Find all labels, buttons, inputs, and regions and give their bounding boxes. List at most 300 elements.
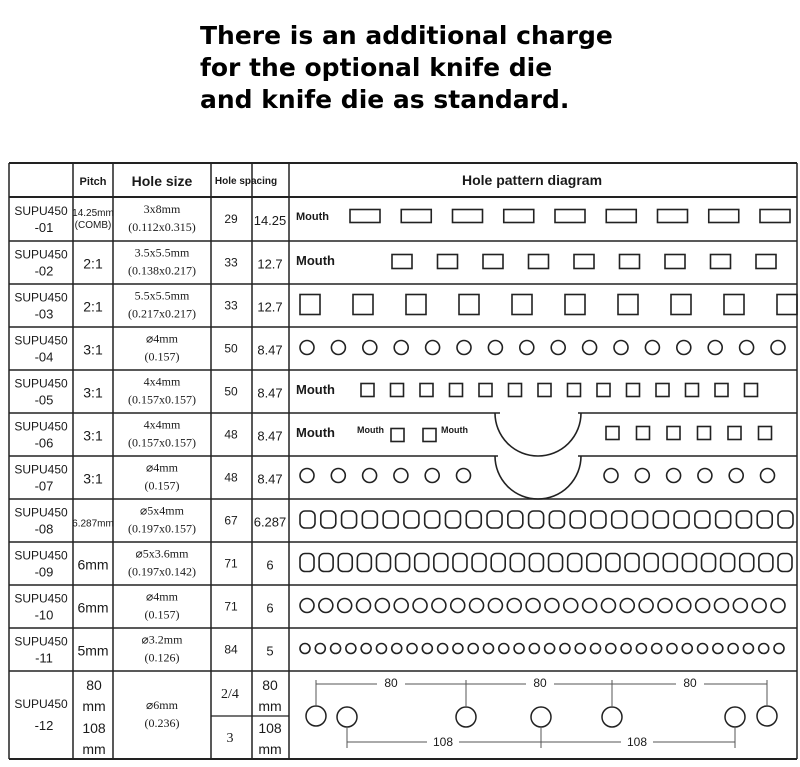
- notice-line-1: There is an additional charge: [200, 21, 613, 50]
- square-hole: [637, 427, 650, 440]
- pitch-value: 14.25mm: [72, 208, 114, 219]
- round-hole: [483, 644, 493, 654]
- square-hole: [671, 295, 691, 315]
- square-hole: [597, 384, 610, 397]
- hole-count: 71: [224, 556, 238, 571]
- square-hole: [627, 384, 640, 397]
- square-hole: [618, 295, 638, 315]
- round-hole: [757, 706, 777, 726]
- oval-hole: [466, 511, 481, 528]
- dimension-label: 80: [533, 676, 547, 690]
- rect-hole: [756, 255, 776, 269]
- dimension-label: 80: [384, 676, 398, 690]
- round-hole: [601, 599, 615, 613]
- model-code: SUPU450: [14, 376, 68, 391]
- pitch-unit: mm: [82, 741, 106, 757]
- oval-hole: [487, 511, 502, 528]
- square-hole: [715, 384, 728, 397]
- square-hole: [724, 295, 744, 315]
- round-hole: [514, 644, 524, 654]
- round-hole: [363, 469, 377, 483]
- model-code: SUPU450: [14, 548, 68, 563]
- hole-size-mm: ⌀6mm: [146, 698, 178, 712]
- round-hole: [499, 644, 509, 654]
- hole-size-inch: (0.157): [144, 607, 180, 622]
- round-hole: [432, 599, 446, 613]
- oval-hole: [587, 554, 601, 572]
- round-hole: [774, 644, 784, 654]
- square-hole: [391, 429, 404, 442]
- model-code: SUPU450: [14, 204, 68, 218]
- oval-hole: [695, 511, 710, 528]
- dimension-label: 80: [683, 676, 697, 690]
- rect-hole: [711, 255, 731, 269]
- round-hole: [698, 469, 712, 483]
- oval-hole: [702, 554, 716, 572]
- model-suffix: -01: [34, 220, 54, 235]
- round-hole: [394, 341, 408, 355]
- hole-size-inch: (0.112x0.315): [128, 220, 196, 234]
- model-code: SUPU450: [14, 505, 68, 520]
- rect-hole: [665, 255, 685, 269]
- model-code: SUPU450: [14, 697, 68, 711]
- mouth-label: Mouth: [296, 211, 329, 223]
- hole-size-mm: 3x8mm: [143, 202, 181, 216]
- oval-hole: [321, 511, 336, 528]
- round-hole: [315, 644, 325, 654]
- model-suffix: -08: [34, 521, 54, 537]
- oval-hole: [716, 511, 731, 528]
- round-hole: [708, 341, 722, 355]
- round-hole: [771, 599, 785, 613]
- hole-size-mm: ⌀5x4mm: [140, 503, 184, 518]
- slot-hole: [401, 210, 431, 223]
- oval-hole: [674, 511, 689, 528]
- dimension-label: 108: [432, 735, 454, 749]
- square-hole: [698, 427, 711, 440]
- round-hole: [300, 644, 310, 654]
- oval-hole: [362, 511, 377, 528]
- oval-hole: [568, 554, 582, 572]
- model-suffix: -06: [34, 435, 54, 451]
- model-suffix: -07: [34, 478, 54, 494]
- hole-size-mm: 3.5x5.5mm: [134, 245, 190, 260]
- model-suffix: -12: [34, 718, 54, 733]
- hole-count: 33: [224, 255, 238, 270]
- hole-size-mm: 5.5x5.5mm: [134, 288, 190, 303]
- oval-hole: [300, 554, 314, 572]
- round-hole: [488, 599, 502, 613]
- oval-hole: [357, 554, 371, 572]
- square-hole: [512, 295, 532, 315]
- round-hole: [361, 644, 371, 654]
- slot-hole: [760, 210, 790, 223]
- hole-size-inch: (0.157): [144, 349, 180, 364]
- oval-hole: [396, 554, 410, 572]
- pitch-value: 3:1: [83, 384, 103, 401]
- slot-hole: [555, 210, 585, 223]
- hole-spacing-value: 14.25: [253, 213, 287, 228]
- round-hole: [457, 469, 471, 483]
- round-hole: [761, 469, 775, 483]
- pitch-value: 6mm: [77, 599, 109, 616]
- hole-size-inch: (0.138x0.217): [128, 263, 196, 278]
- round-hole: [591, 644, 601, 654]
- hole-count: 48: [224, 427, 238, 442]
- square-hole: [459, 295, 479, 315]
- square-hole: [777, 295, 797, 315]
- round-hole: [583, 341, 597, 355]
- oval-hole: [778, 554, 792, 572]
- pitch-value: 5mm: [77, 642, 109, 659]
- hole-spacing-value: 12.7: [257, 256, 283, 272]
- round-hole: [331, 341, 345, 355]
- hole-spacing-value: 6: [266, 557, 274, 573]
- semicircle-cutout: [495, 413, 581, 456]
- round-hole: [606, 644, 616, 654]
- oval-hole: [404, 511, 419, 528]
- notice-line-2: for the optional knife die: [200, 53, 553, 82]
- oval-hole: [453, 554, 467, 572]
- round-hole: [331, 644, 341, 654]
- oval-hole: [549, 511, 564, 528]
- hole-count: 48: [224, 470, 238, 485]
- hole-size-mm: ⌀5x3.6mm: [135, 546, 189, 561]
- oval-hole: [663, 554, 677, 572]
- round-hole: [319, 599, 333, 613]
- hole-count: 67: [224, 513, 238, 528]
- round-hole: [652, 644, 662, 654]
- pitch-value: 6mm: [77, 556, 109, 573]
- square-hole: [509, 384, 522, 397]
- oval-hole: [757, 511, 772, 528]
- round-hole: [507, 599, 521, 613]
- round-hole: [363, 341, 377, 355]
- rect-hole: [574, 255, 594, 269]
- square-hole: [565, 295, 585, 315]
- hole-spacing-value: 8.47: [257, 471, 283, 487]
- header-pitch: Pitch: [79, 176, 107, 188]
- oval-hole: [383, 511, 398, 528]
- round-hole: [771, 341, 785, 355]
- hole-spacing-value: 6.287: [253, 514, 287, 530]
- hole-size-mm: ⌀4mm: [146, 331, 178, 346]
- round-hole: [376, 644, 386, 654]
- hole-spacing-value: 6: [266, 600, 274, 616]
- round-hole: [639, 599, 653, 613]
- round-hole: [614, 341, 628, 355]
- hole-count: 71: [224, 599, 238, 614]
- round-hole: [677, 599, 691, 613]
- slot-hole: [658, 210, 688, 223]
- round-hole: [728, 644, 738, 654]
- square-hole: [667, 427, 680, 440]
- round-hole: [759, 644, 769, 654]
- hole-size-inch: (0.197x0.142): [128, 564, 196, 579]
- slot-hole: [504, 210, 534, 223]
- hole-count: 2/4: [221, 687, 239, 702]
- oval-hole: [415, 554, 429, 572]
- mouth-label: Mouth: [441, 425, 468, 435]
- hole-size-inch: (0.126): [144, 650, 180, 665]
- hole-spacing-value: 80: [262, 677, 278, 693]
- hole-count: 84: [224, 642, 238, 657]
- oval-hole: [778, 511, 793, 528]
- model-suffix: -05: [34, 392, 54, 408]
- oval-hole: [338, 554, 352, 572]
- round-hole: [713, 644, 723, 654]
- oval-hole: [300, 511, 315, 528]
- round-hole: [583, 599, 597, 613]
- round-hole: [529, 644, 539, 654]
- hole-size-mm: 4x4mm: [143, 374, 181, 389]
- square-hole: [745, 384, 758, 397]
- dimension-label: 108: [626, 735, 648, 749]
- round-hole: [306, 706, 326, 726]
- round-hole: [526, 599, 540, 613]
- hole-spacing-unit: mm: [258, 741, 282, 757]
- pitch-unit: mm: [82, 698, 106, 714]
- hole-count: 50: [224, 384, 238, 399]
- round-hole: [413, 599, 427, 613]
- hole-count: 3: [226, 731, 234, 746]
- model-code: SUPU450: [14, 462, 68, 477]
- hole-size-inch: (0.236): [144, 716, 180, 730]
- mouth-label: Mouth: [296, 253, 335, 268]
- round-hole: [338, 599, 352, 613]
- hole-size-inch: (0.157x0.157): [128, 392, 196, 407]
- square-hole: [728, 427, 741, 440]
- hole-size-mm: ⌀3.2mm: [141, 632, 183, 647]
- model-code: SUPU450: [14, 333, 68, 348]
- round-hole: [468, 644, 478, 654]
- slot-hole: [606, 210, 636, 223]
- round-hole: [394, 599, 408, 613]
- square-hole: [686, 384, 699, 397]
- header-hole-spacing: Hole spacing: [214, 176, 278, 187]
- model-suffix: -11: [35, 650, 53, 666]
- model-code: SUPU450: [14, 290, 68, 305]
- rect-hole: [438, 255, 458, 269]
- square-hole: [406, 295, 426, 315]
- cutout-mask: [500, 410, 578, 418]
- round-hole: [635, 469, 649, 483]
- square-hole: [391, 384, 404, 397]
- round-hole: [551, 341, 565, 355]
- header-hole-size: Hole size: [131, 173, 193, 189]
- hole-count: 33: [224, 298, 238, 313]
- hole-spacing-value: 108: [258, 720, 282, 736]
- hole-count: 50: [224, 341, 238, 356]
- square-hole: [759, 427, 772, 440]
- round-hole: [621, 644, 631, 654]
- round-hole: [682, 644, 692, 654]
- round-hole: [604, 469, 618, 483]
- round-hole: [667, 469, 681, 483]
- slot-hole: [350, 210, 380, 223]
- round-hole: [545, 644, 555, 654]
- square-hole: [568, 384, 581, 397]
- round-hole: [470, 599, 484, 613]
- round-hole: [453, 644, 463, 654]
- round-hole: [733, 599, 747, 613]
- round-hole: [564, 599, 578, 613]
- round-hole: [729, 469, 743, 483]
- pitch-value: 2:1: [83, 298, 103, 315]
- round-hole: [425, 469, 439, 483]
- square-hole: [606, 427, 619, 440]
- mouth-label: Mouth: [296, 425, 335, 440]
- model-suffix: -02: [34, 263, 54, 279]
- round-hole: [677, 341, 691, 355]
- round-hole: [698, 644, 708, 654]
- square-hole: [361, 384, 374, 397]
- round-hole: [714, 599, 728, 613]
- pitch-value: 2:1: [83, 255, 103, 272]
- oval-hole: [591, 511, 606, 528]
- hole-spacing-unit: mm: [258, 698, 282, 714]
- oval-hole: [529, 554, 543, 572]
- hole-size-inch: (0.157): [144, 478, 180, 493]
- square-hole: [423, 429, 436, 442]
- round-hole: [752, 599, 766, 613]
- slot-hole: [453, 210, 483, 223]
- round-hole: [560, 644, 570, 654]
- hole-spacing-value: 8.47: [257, 342, 283, 358]
- notice-line-3: and knife die as standard.: [200, 85, 570, 114]
- oval-hole: [606, 554, 620, 572]
- round-hole: [392, 644, 402, 654]
- oval-hole: [342, 511, 357, 528]
- round-hole: [520, 341, 534, 355]
- round-hole: [300, 599, 314, 613]
- round-hole: [331, 469, 345, 483]
- oval-hole: [682, 554, 696, 572]
- oval-hole: [633, 511, 648, 528]
- header-diagram: Hole pattern diagram: [461, 172, 603, 188]
- semicircle-cutout: [495, 456, 581, 499]
- pitch-note: (COMB): [74, 220, 112, 231]
- oval-hole: [740, 554, 754, 572]
- round-hole: [407, 644, 417, 654]
- model-code: SUPU450: [14, 419, 68, 434]
- pitch-value: 80: [86, 677, 102, 693]
- round-hole: [620, 599, 634, 613]
- round-hole: [575, 644, 585, 654]
- round-hole: [422, 644, 432, 654]
- oval-hole: [644, 554, 658, 572]
- pitch-value: 3:1: [83, 470, 103, 487]
- square-hole: [420, 384, 433, 397]
- model-suffix: -10: [34, 607, 54, 623]
- rect-hole: [529, 255, 549, 269]
- round-hole: [394, 469, 408, 483]
- oval-hole: [759, 554, 773, 572]
- oval-hole: [445, 511, 460, 528]
- hole-size-mm: ⌀4mm: [146, 589, 178, 604]
- round-hole: [636, 644, 646, 654]
- round-hole: [375, 599, 389, 613]
- round-hole: [457, 341, 471, 355]
- round-hole: [545, 599, 559, 613]
- hole-spacing-value: 5: [266, 643, 274, 659]
- oval-hole: [721, 554, 735, 572]
- hole-size-inch: (0.217x0.217): [128, 306, 196, 321]
- oval-hole: [434, 554, 448, 572]
- pitch-value: 6.287mm: [72, 518, 114, 530]
- pitch-value: 3:1: [83, 427, 103, 444]
- oval-hole: [570, 511, 585, 528]
- square-hole: [353, 295, 373, 315]
- round-hole: [438, 644, 448, 654]
- model-suffix: -03: [34, 306, 54, 322]
- round-hole: [346, 644, 356, 654]
- hole-count: 29: [224, 212, 238, 226]
- round-hole: [531, 707, 551, 727]
- model-code: SUPU450: [14, 247, 68, 262]
- mouth-label: Mouth: [296, 382, 335, 397]
- oval-hole: [549, 554, 563, 572]
- round-hole: [426, 341, 440, 355]
- hole-size-mm: ⌀4mm: [146, 460, 178, 475]
- round-hole: [451, 599, 465, 613]
- oval-hole: [653, 511, 668, 528]
- round-hole: [300, 469, 314, 483]
- oval-hole: [425, 511, 440, 528]
- round-hole: [667, 644, 677, 654]
- hole-size-mm: 4x4mm: [143, 417, 181, 432]
- round-hole: [602, 707, 622, 727]
- oval-hole: [491, 554, 505, 572]
- square-hole: [656, 384, 669, 397]
- square-hole: [479, 384, 492, 397]
- oval-hole: [319, 554, 333, 572]
- slot-hole: [709, 210, 739, 223]
- round-hole: [696, 599, 710, 613]
- hole-spacing-value: 8.47: [257, 385, 283, 401]
- oval-hole: [612, 511, 627, 528]
- square-hole: [450, 384, 463, 397]
- oval-hole: [376, 554, 390, 572]
- round-hole: [658, 599, 672, 613]
- oval-hole: [510, 554, 524, 572]
- round-hole: [300, 341, 314, 355]
- hole-size-inch: (0.157x0.157): [128, 435, 196, 450]
- rect-hole: [392, 255, 412, 269]
- round-hole: [337, 707, 357, 727]
- model-code: SUPU450: [14, 634, 68, 649]
- square-hole: [538, 384, 551, 397]
- mouth-label: Mouth: [357, 425, 384, 435]
- rect-hole: [483, 255, 503, 269]
- model-code: SUPU450: [14, 591, 68, 606]
- oval-hole: [625, 554, 639, 572]
- pitch-value: 3:1: [83, 341, 103, 358]
- round-hole: [740, 341, 754, 355]
- round-hole: [725, 707, 745, 727]
- round-hole: [357, 599, 371, 613]
- pitch-value: 108: [82, 720, 106, 736]
- oval-hole: [736, 511, 751, 528]
- round-hole: [488, 341, 502, 355]
- hole-spacing-value: 8.47: [257, 428, 283, 444]
- oval-hole: [472, 554, 486, 572]
- round-hole: [645, 341, 659, 355]
- round-hole: [743, 644, 753, 654]
- oval-hole: [508, 511, 523, 528]
- model-suffix: -04: [34, 349, 54, 365]
- model-suffix: -09: [34, 564, 54, 580]
